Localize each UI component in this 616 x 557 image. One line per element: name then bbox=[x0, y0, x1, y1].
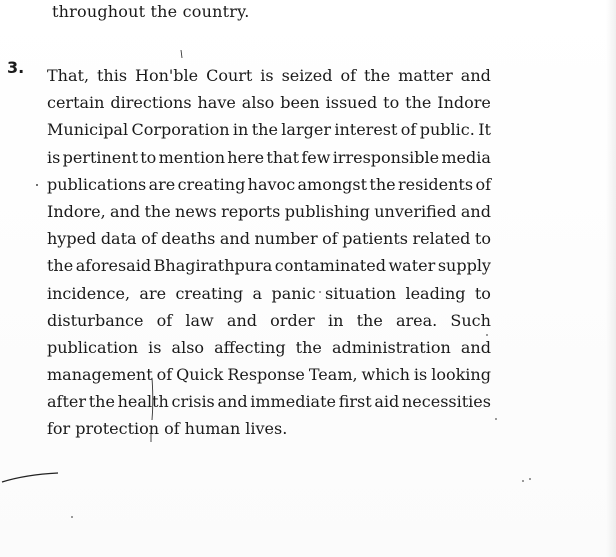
word: for bbox=[47, 419, 71, 439]
word: and bbox=[460, 66, 491, 85]
word: lives. bbox=[245, 419, 288, 439]
word: amongst bbox=[297, 174, 368, 194]
word: situation bbox=[325, 283, 397, 303]
word: and bbox=[226, 310, 257, 330]
word: to bbox=[474, 283, 491, 303]
word: Corporation bbox=[131, 120, 230, 140]
word: seized bbox=[281, 66, 333, 85]
word: health bbox=[117, 392, 169, 412]
pen-stroke-vertical-q bbox=[152, 378, 153, 420]
word: here bbox=[227, 147, 265, 167]
word: of bbox=[156, 310, 173, 330]
word: Response bbox=[227, 365, 305, 385]
word: interest bbox=[334, 120, 398, 140]
word: havoc bbox=[247, 174, 296, 194]
pen-stroke-margin-line bbox=[2, 473, 58, 482]
word: hyped bbox=[47, 229, 97, 249]
word: irresponsible bbox=[332, 147, 440, 167]
word: supply bbox=[437, 256, 491, 276]
word: to bbox=[383, 93, 400, 113]
word: the bbox=[363, 66, 391, 85]
word: matter bbox=[398, 66, 453, 85]
word: mention bbox=[158, 147, 225, 167]
word: of bbox=[322, 229, 338, 249]
word: the bbox=[405, 93, 432, 113]
word: panic bbox=[271, 283, 316, 303]
ink-dot bbox=[522, 480, 524, 482]
word: of bbox=[141, 229, 157, 249]
word: of bbox=[156, 365, 173, 385]
word: been bbox=[280, 93, 320, 113]
word: looking bbox=[431, 365, 491, 385]
word: creating bbox=[177, 174, 246, 194]
word: Indore bbox=[437, 93, 491, 113]
word: immediate bbox=[250, 392, 336, 412]
word: this bbox=[96, 66, 128, 85]
ink-dot bbox=[36, 184, 38, 186]
word: residents bbox=[397, 174, 474, 194]
word: patients bbox=[342, 229, 408, 249]
word: That, bbox=[47, 66, 90, 85]
word: administration bbox=[331, 337, 451, 357]
word: are bbox=[148, 174, 176, 194]
word: pertinent bbox=[62, 147, 138, 167]
word: Quick bbox=[176, 365, 224, 385]
word: crisis bbox=[171, 392, 215, 412]
word: is bbox=[413, 365, 428, 385]
word: disturbance bbox=[47, 310, 144, 330]
word: leading bbox=[405, 283, 466, 303]
word: also bbox=[241, 93, 275, 113]
word: incidence, bbox=[47, 283, 131, 303]
word: first bbox=[338, 392, 372, 412]
word: public. bbox=[419, 120, 475, 140]
word: data bbox=[100, 229, 137, 249]
word: Team, bbox=[308, 365, 358, 385]
word: human bbox=[184, 419, 241, 439]
word: Hon'ble bbox=[135, 66, 199, 85]
ink-dot bbox=[529, 478, 531, 480]
word: that bbox=[266, 147, 300, 167]
paragraph-number: 3. bbox=[7, 58, 25, 77]
word: and bbox=[219, 229, 250, 249]
word: few bbox=[301, 147, 331, 167]
word: publishing bbox=[284, 201, 370, 221]
word: Bhagirathpura bbox=[153, 256, 273, 276]
ink-dot bbox=[71, 516, 73, 518]
word: management bbox=[47, 365, 153, 385]
pen-tick-apostrophe bbox=[181, 50, 182, 58]
word: of bbox=[400, 120, 417, 140]
word: area. bbox=[395, 310, 438, 330]
word: the bbox=[251, 120, 278, 140]
word: to bbox=[140, 147, 157, 167]
word: which bbox=[361, 365, 410, 385]
word: protection bbox=[75, 419, 160, 439]
previous-paragraph-ending: throughout the country. bbox=[52, 2, 250, 21]
word: Municipal bbox=[47, 120, 129, 140]
word: creating bbox=[175, 283, 244, 303]
word: affecting bbox=[214, 337, 286, 357]
word: law bbox=[185, 310, 214, 330]
word: in bbox=[232, 120, 249, 140]
word: deaths bbox=[161, 229, 216, 249]
word: water bbox=[388, 256, 436, 276]
word: It bbox=[478, 120, 491, 140]
word: the bbox=[88, 392, 115, 412]
word: number bbox=[254, 229, 318, 249]
word: directions bbox=[110, 93, 192, 113]
word: contaminated bbox=[274, 256, 386, 276]
ink-dot bbox=[486, 334, 488, 336]
word: and bbox=[217, 392, 248, 412]
ink-dot bbox=[495, 418, 497, 420]
word: also bbox=[171, 337, 205, 357]
word: aforesaid bbox=[75, 256, 152, 276]
word: and bbox=[110, 201, 141, 221]
word: is bbox=[148, 337, 162, 357]
word: Indore, bbox=[47, 201, 106, 221]
word: of bbox=[475, 174, 491, 194]
word: have bbox=[197, 93, 236, 113]
word: in bbox=[327, 310, 344, 330]
word: publications bbox=[47, 174, 147, 194]
word: and bbox=[460, 201, 491, 221]
word: aid bbox=[374, 392, 400, 412]
word: a bbox=[252, 283, 263, 303]
word: news bbox=[175, 201, 217, 221]
word: reports bbox=[221, 201, 281, 221]
word: Court bbox=[206, 66, 253, 85]
word: issued bbox=[325, 93, 378, 113]
word: the bbox=[295, 337, 322, 357]
word: larger bbox=[281, 120, 331, 140]
word: the bbox=[47, 256, 74, 276]
word: is bbox=[260, 66, 274, 85]
word: of bbox=[164, 419, 180, 439]
word: and bbox=[460, 337, 491, 357]
word: the bbox=[369, 174, 396, 194]
word: are bbox=[139, 283, 167, 303]
word: order bbox=[270, 310, 315, 330]
word: media bbox=[441, 147, 491, 167]
word: related bbox=[412, 229, 471, 249]
word: to bbox=[474, 229, 491, 249]
word: publication bbox=[47, 337, 139, 357]
word: is bbox=[47, 147, 61, 167]
word: after bbox=[47, 392, 87, 412]
word: unverified bbox=[374, 201, 457, 221]
word: necessities bbox=[401, 392, 491, 412]
ink-dot bbox=[319, 291, 321, 293]
word: of bbox=[340, 66, 357, 85]
word: Such bbox=[450, 310, 491, 330]
word: the bbox=[356, 310, 383, 330]
word: certain bbox=[47, 93, 105, 113]
word: the bbox=[144, 201, 171, 221]
